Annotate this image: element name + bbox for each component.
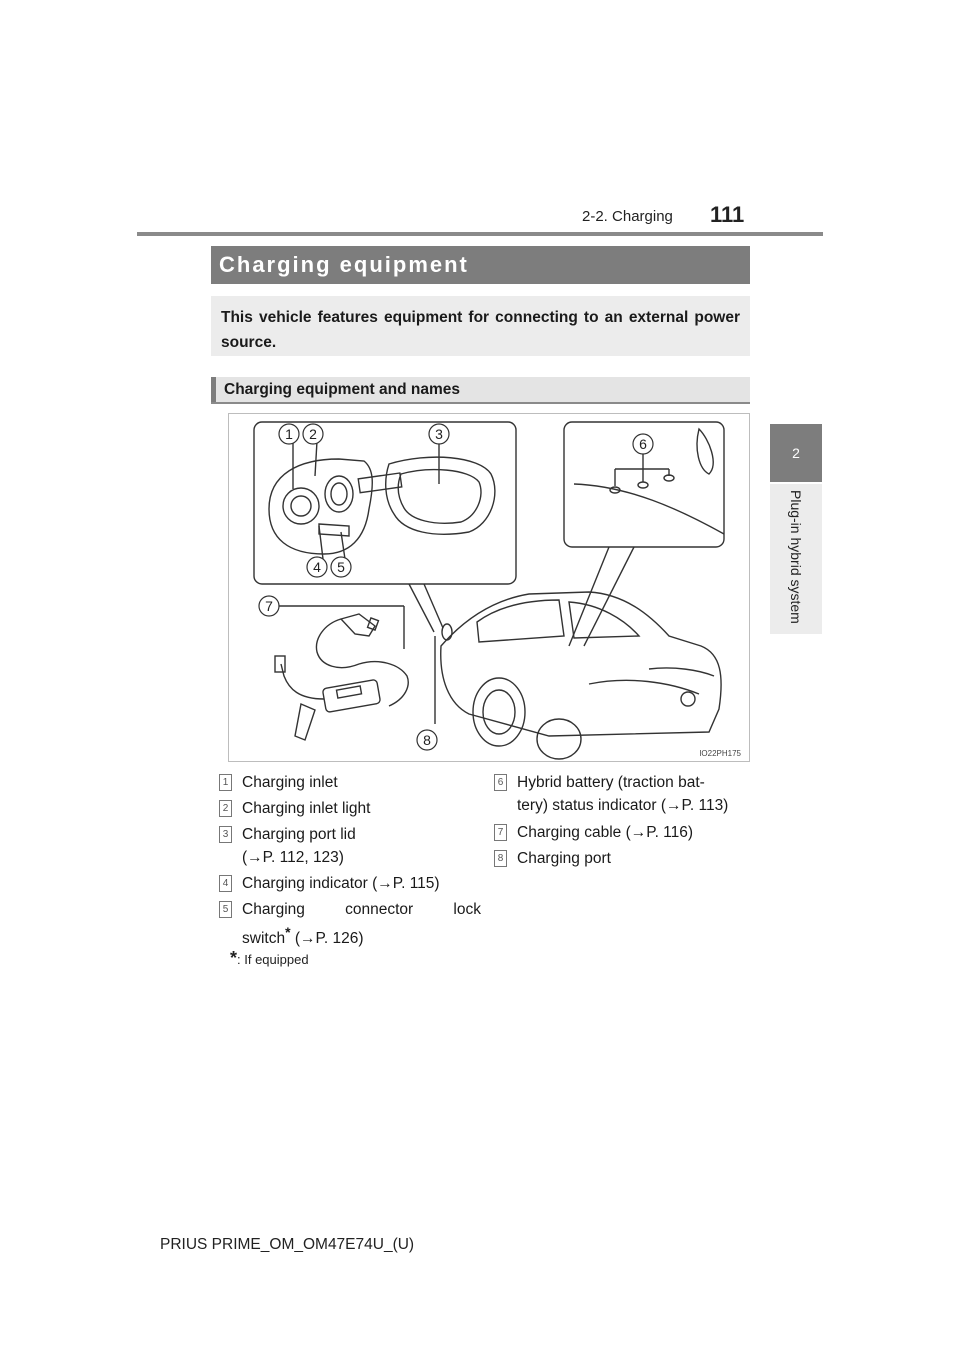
item-number: 3 <box>219 826 232 843</box>
item-number: 4 <box>219 875 232 892</box>
footnote-star: * <box>230 948 238 968</box>
page-title: Charging equipment <box>211 246 750 284</box>
callout-3-label: 3 <box>435 426 443 442</box>
zoom-line-a <box>409 584 434 632</box>
callout-2-label: 2 <box>309 426 317 442</box>
list-item <box>219 771 338 794</box>
power-plug <box>275 656 285 672</box>
item-text: Charging port <box>517 850 611 867</box>
subheading: Charging equipment and names <box>211 377 750 403</box>
list-item <box>219 898 481 948</box>
item-text-ref: tery) status indicator (→P. 113) <box>517 797 729 814</box>
list-item <box>494 821 694 844</box>
figure-illustration <box>229 414 749 761</box>
item-text: Charging inlet <box>242 774 338 791</box>
item-text: Charging port lid <box>242 826 356 843</box>
charging-connector <box>341 614 375 636</box>
intro-text: This vehicle features equipment for connecting to an external power source. <box>211 296 750 356</box>
car-charging-port <box>442 624 452 640</box>
figure-code: IO22PH175 <box>699 749 741 758</box>
callout-4-label: 4 <box>313 559 321 575</box>
item-text-switch: switch <box>242 930 286 948</box>
chapter-tab-label: Plug-in hybrid system <box>788 490 804 624</box>
section-title: 2-2. Charging <box>582 208 673 225</box>
rear-wheel <box>537 719 581 759</box>
callout-7-label: 7 <box>265 598 273 614</box>
list-item <box>494 771 729 814</box>
callout-8-label: 8 <box>423 732 431 748</box>
item-number: 7 <box>494 824 507 841</box>
item-text: Hybrid battery (traction bat- <box>517 774 705 791</box>
chapter-tab-number: 2 <box>770 424 822 482</box>
footnote <box>230 948 309 969</box>
callout-6-label: 6 <box>639 436 647 452</box>
list-item <box>494 847 611 870</box>
list-item <box>219 797 371 820</box>
charging-equipment-figure <box>228 413 750 762</box>
item-text-page-ref: (→P. 126) <box>290 930 364 948</box>
footnote-marker: * <box>285 924 291 940</box>
callout-1-label: 1 <box>285 426 293 442</box>
callout-5-label: 5 <box>337 559 345 575</box>
item-number: 1 <box>219 774 232 791</box>
inlet-icon <box>283 488 319 524</box>
item-text: Charging indicator (→P. 115) <box>242 875 440 892</box>
item-number: 6 <box>494 774 507 791</box>
document-footer: PRIUS PRIME_OM_OM47E74U_(U) <box>160 1236 415 1253</box>
charging-cable <box>316 619 408 706</box>
subheading-divider <box>211 402 750 404</box>
chapter-tab-title <box>770 484 822 634</box>
header-divider <box>137 232 823 236</box>
list-item <box>219 823 356 866</box>
item-text: Charging connector lock <box>242 901 481 918</box>
item-text-ref <box>242 921 363 950</box>
item-number: 8 <box>494 850 507 867</box>
page-number: 111 <box>710 202 745 227</box>
item-text-ref: (→P. 112, 123) <box>242 849 344 866</box>
front-wheel <box>473 678 525 746</box>
footnote-text: : If equipped <box>237 952 309 967</box>
zoom-line-b <box>569 547 609 646</box>
leader-2 <box>315 441 317 476</box>
item-text: Charging inlet light <box>242 800 371 817</box>
item-text: Charging cable (→P. 116) <box>517 824 694 841</box>
list-item <box>219 872 440 895</box>
item-number: 5 <box>219 901 232 918</box>
item-number: 2 <box>219 800 232 817</box>
